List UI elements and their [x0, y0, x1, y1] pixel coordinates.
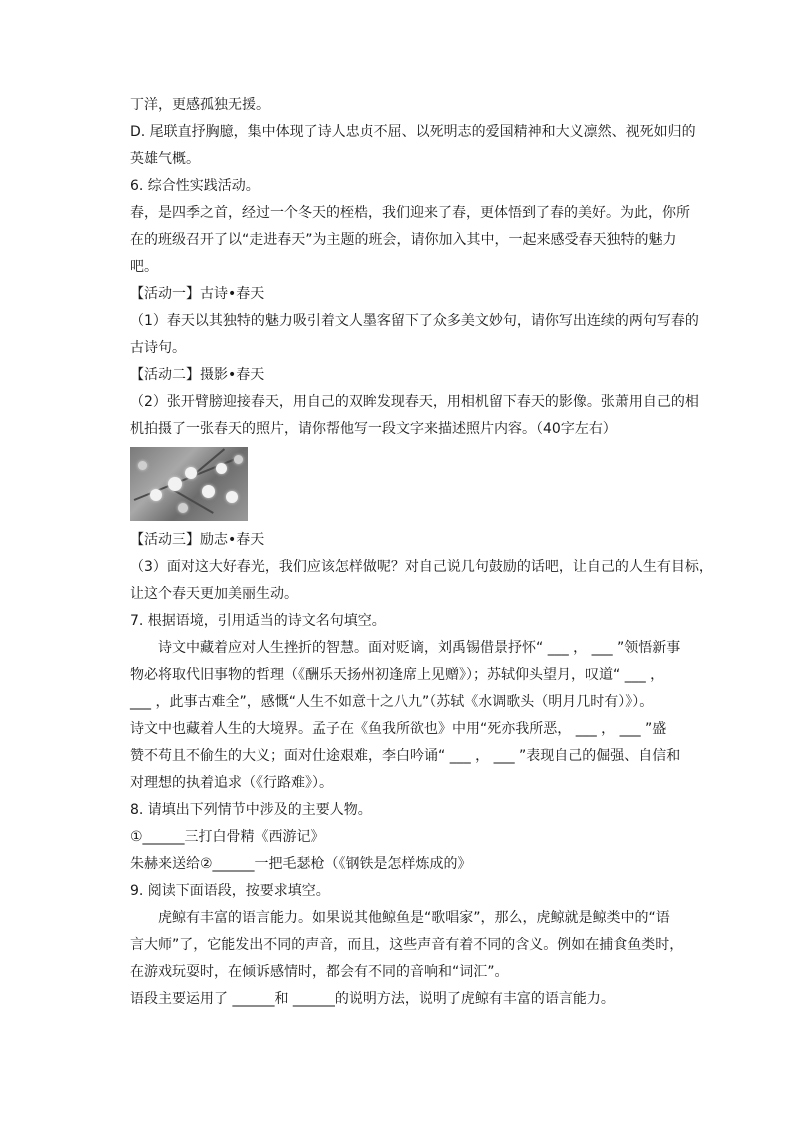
text-line: 春，是四季之首，经过一个冬天的桎梏，我们迎来了春，更体悟到了春的美好。为此，你所	[130, 205, 690, 221]
question-7-title: 7. 根据语境，引用适当的诗文名句填空。	[130, 613, 386, 629]
text-line: 让这个春天更加美丽生动。	[130, 586, 298, 602]
text-line: 朱赫来送给②______一把毛瑟枪（《钢铁是怎样炼成的》	[130, 856, 472, 872]
text-line: 吧。	[130, 259, 158, 275]
text-line: （1）春天以其独特的魅力吸引着文人墨客留下了众多美文妙句，请你写出连续的两句写春的	[130, 313, 699, 329]
document-content	[130, 92, 713, 1013]
text-line: 诗文中也藏着人生的大境界。孟子在《鱼我所欲也》中用“死亦我所恶， ___ ， ___ ”盛	[130, 721, 667, 737]
text-line: 言大师”了，它能发出不同的声音，而且，这些声音有着不同的含义。例如在捕食鱼类时，	[130, 937, 684, 953]
text-line: （2）张开臂膀迎接春天，用自己的双眸发现春天，用相机留下春天的影像。张萧用自己的相	[130, 394, 699, 410]
text-line: 物必将取代旧事物的哲理（《酬乐天扬州初逢席上见赠》）；苏轼仰头望月，叹道“ ___ ，	[130, 667, 665, 683]
text-line: 机拍摄了一张春天的照片，请你帮他写一段文字来描述照片内容。（40字左右）	[130, 421, 617, 437]
text-line: 赞不苟且不偷生的大义；面对仕途艰难，李白吟诵“ ___ ， ___ ”表现自己的倔强、自信和	[130, 748, 681, 764]
text-line: 语段主要运用了 ______和 ______的说明方法，说明了虎鲸有丰富的语言能力。	[130, 991, 615, 1007]
text-line: ①______三打白骨精《西游记》	[130, 829, 325, 845]
text-line: 古诗句。	[130, 340, 186, 356]
spring-blossom-photo	[130, 447, 248, 521]
text-line: 在的班级召开了以“走进春天”为主题的班会，请你加入其中，一起来感受春天独特的魅力	[130, 232, 677, 248]
question-6-title: 6. 综合性实践活动。	[130, 178, 260, 194]
activity-2-heading: 【活动二】摄影•春天	[130, 367, 265, 383]
text-line: 在游戏玩耍时，在倾诉感情时，都会有不同的音响和“词汇”。	[130, 964, 509, 980]
activity-1-heading: 【活动一】古诗•春天	[130, 286, 265, 302]
text-line: 英雄气概。	[130, 151, 200, 167]
option-d: D. 尾联直抒胸臆，集中体现了诗人忠贞不屈、以死明志的爱国精神和大义凛然、视死如归的	[130, 124, 696, 140]
text-line: 丁洋，更感孤独无援。	[130, 97, 270, 113]
text-line: 虎鲸有丰富的语言能力。如果说其他鲸鱼是“歌唱家”，那么，虎鲸就是鲸类中的“语	[158, 910, 670, 926]
activity-3-heading: 【活动三】励志•春天	[130, 532, 265, 548]
question-9-title: 9. 阅读下面语段，按要求填空。	[130, 883, 330, 899]
question-8-title: 8. 请填出下列情节中涉及的主要人物。	[130, 802, 372, 818]
text-line: 诗文中藏着应对人生挫折的智慧。面对贬谪，刘禹锡借景抒怀“ ___ ， ___ ”领悟新事	[158, 640, 681, 656]
text-line: （3）面对这大好春光，我们应该怎样做呢？对自己说几句鼓励的话吧，让自己的人生有目标，	[130, 559, 713, 575]
text-line: ___ ，此事古难全”，感慨“人生不如意十之八九”（苏轼《水调歌头（明月几时有）》）。	[130, 694, 654, 710]
text-line: 对理想的执着追求（《行路难》）。	[130, 775, 333, 791]
